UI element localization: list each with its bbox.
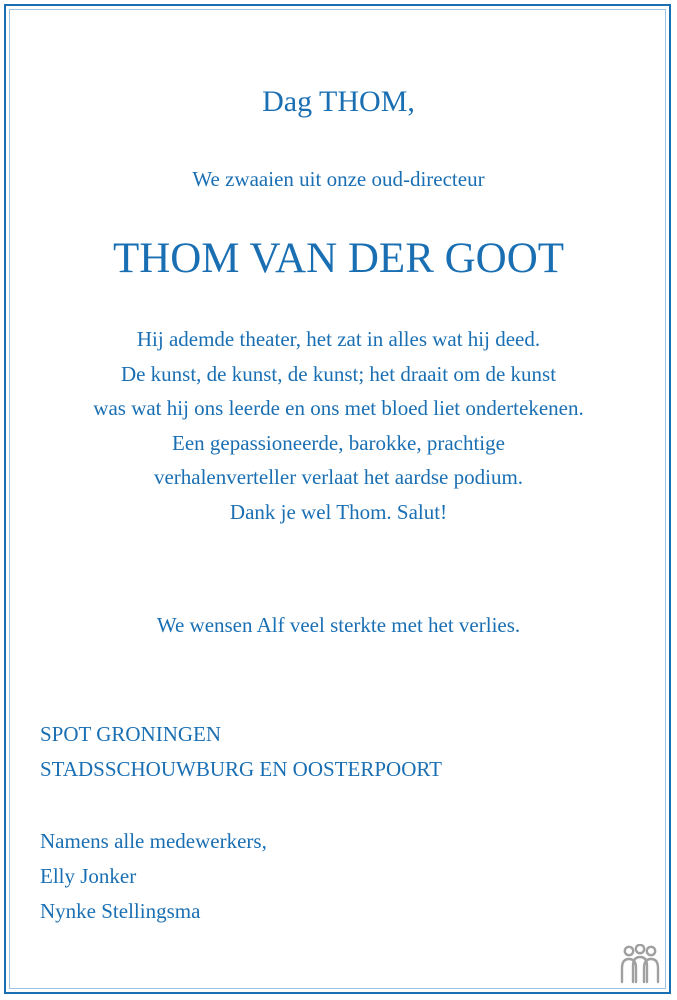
greeting: Dag THOM,: [262, 85, 415, 118]
organization: [40, 717, 442, 787]
deceased-name: THOM VAN DER GOOT: [112, 235, 565, 282]
organization-line: SPOT GRONINGEN: [40, 722, 222, 746]
signer-name: Nynke Stellingsma: [40, 899, 201, 923]
people-group-icon: [617, 944, 663, 984]
poem-line: Hij ademde theater, het zat in alles wat hij deed.: [136, 327, 541, 351]
poem-line: De kunst, de kunst, de kunst; het draait om de kunst: [120, 361, 557, 386]
signer-name: Elly Jonker: [40, 864, 137, 888]
signoff-line: Namens alle medewerkers,: [40, 829, 267, 853]
poem-line: Een gepassioneerde, barokke, prachtige: [172, 430, 505, 455]
poem: [0, 322, 677, 529]
organization-line: STADSSCHOUWBURG EN OOSTERPOORT: [40, 757, 442, 781]
poem-line: verhalenverteller verlaat het aardse podium.: [153, 465, 524, 489]
condolence-wish: We wensen Alf veel sterkte met het verlies.: [156, 613, 521, 637]
poem-line: was wat hij ons leerde en ons met bloed liet ondertekenen.: [93, 396, 584, 420]
poem-line: Dank je wel Thom. Salut!: [229, 499, 448, 524]
subtitle: We zwaaien uit onze oud-directeur: [192, 167, 485, 191]
signoff: [40, 824, 267, 929]
